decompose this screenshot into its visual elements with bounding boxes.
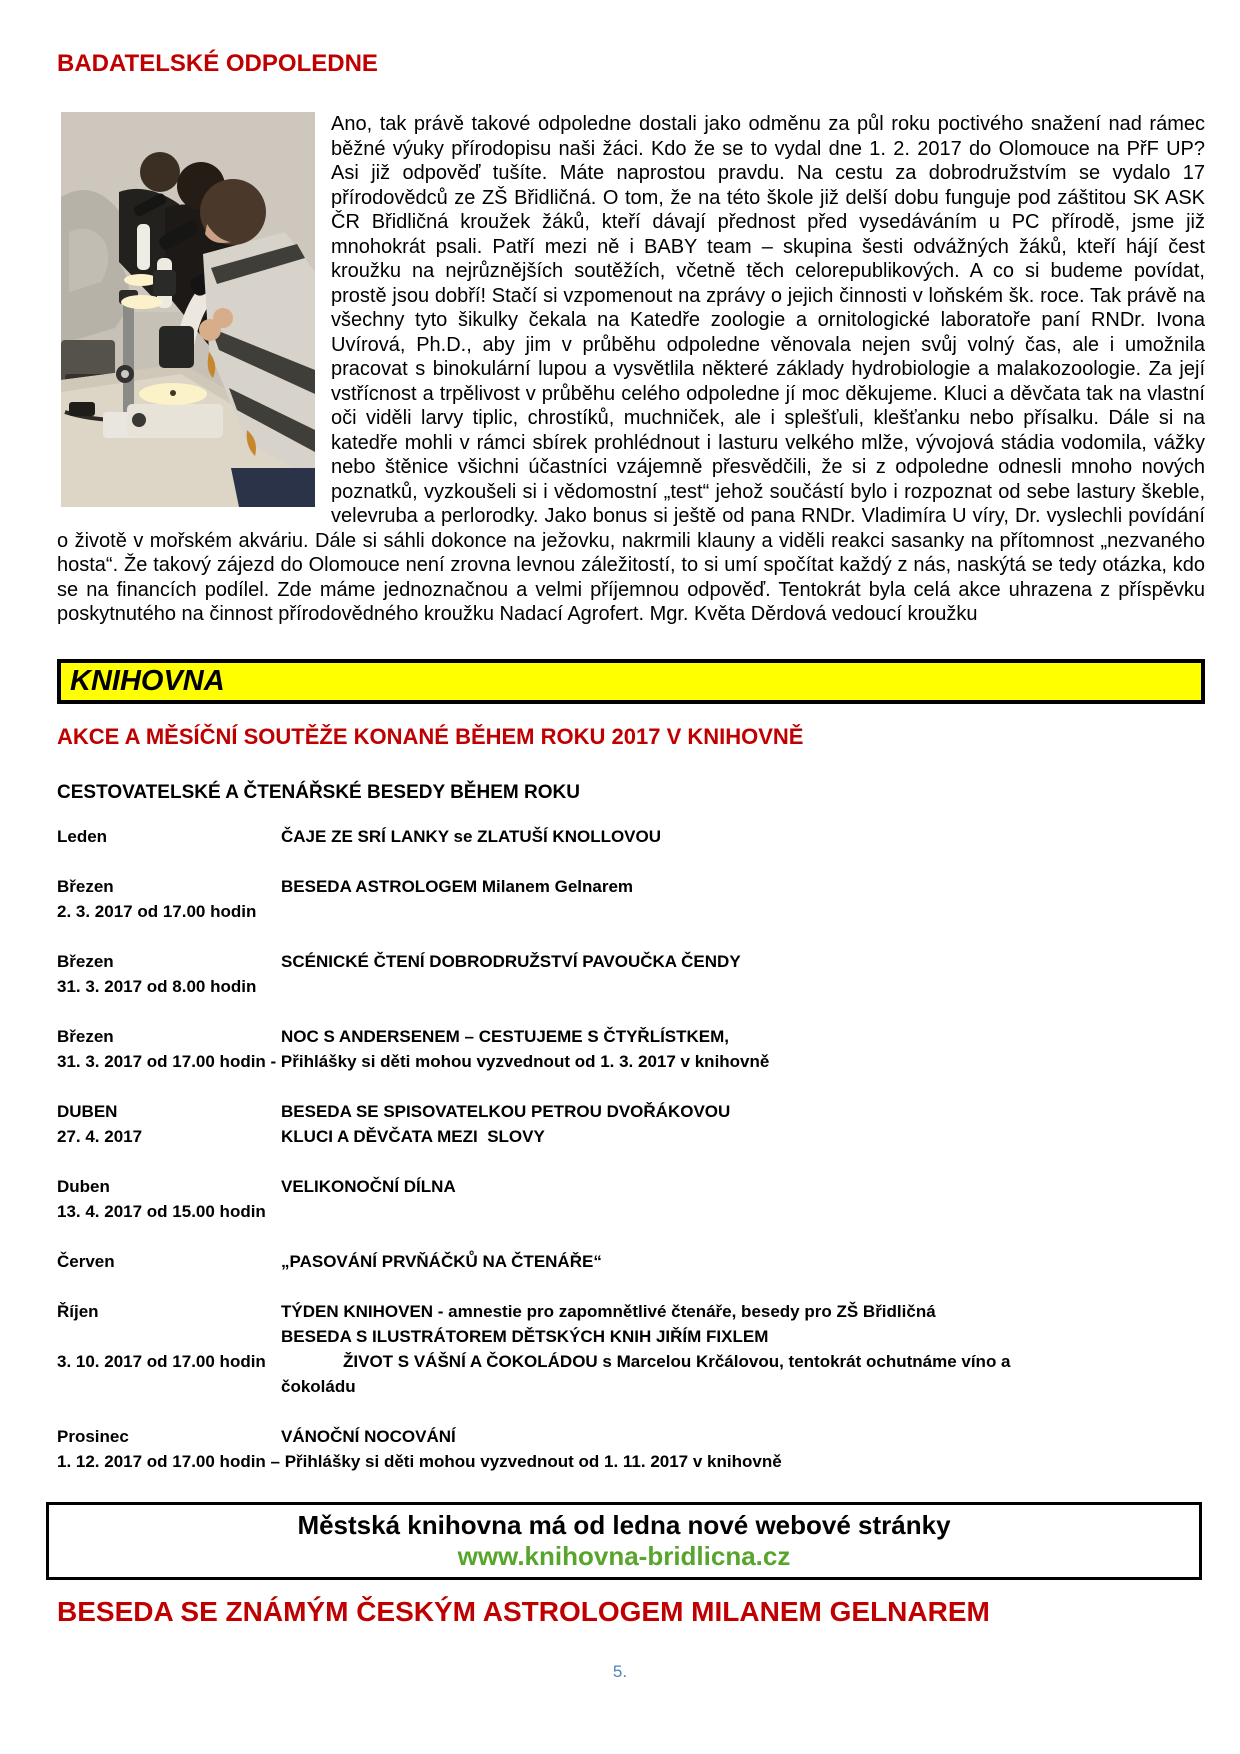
event-month: Červen bbox=[57, 1252, 115, 1271]
event-title: ČAJE ZE SRÍ LANKY se ZLATUŠÍ KNOLLOVOU bbox=[281, 827, 662, 846]
event-item bbox=[57, 1024, 1205, 1074]
infobox-title: Městská knihovna má od ledna nové webové stránky bbox=[297, 1510, 951, 1540]
event-row bbox=[57, 1324, 1205, 1349]
event-row bbox=[57, 1099, 1205, 1124]
page-number: 5. bbox=[612, 1662, 628, 1681]
event-item bbox=[57, 1099, 1205, 1149]
event-row bbox=[57, 1349, 1205, 1374]
event-month: Leden bbox=[57, 827, 108, 846]
event-date-note: 13. 4. 2017 od 15.00 hodin bbox=[57, 1202, 266, 1221]
event-row bbox=[57, 1249, 1205, 1274]
article-title: BADATELSKÉ ODPOLEDNE bbox=[57, 50, 378, 77]
event-date-note: 31. 3. 2017 od 8.00 hodin bbox=[57, 977, 257, 996]
event-date-note: 31. 3. 2017 od 17.00 hodin - Přihlášky si děti mohou vyzvednout od 1. 3. 2017 v knihovně bbox=[57, 1052, 770, 1071]
event-title: BESEDA S ILUSTRÁTOREM DĚTSKÝCH KNIH JIŘÍM FIXLEM bbox=[281, 1327, 769, 1346]
article-section bbox=[0, 0, 1240, 627]
event-row bbox=[57, 949, 1205, 974]
event-title: BESEDA ASTROLOGEM Milanem Gelnarem bbox=[281, 877, 634, 896]
event-row bbox=[57, 874, 1205, 899]
event-item bbox=[57, 874, 1205, 924]
event-date-note: 1. 12. 2017 od 17.00 hodin – Přihlášky si děti mohou vyzvednout od 1. 11. 2017 v knihovně bbox=[57, 1452, 782, 1471]
event-item bbox=[57, 1299, 1205, 1399]
event-row bbox=[57, 1174, 1205, 1199]
event-month: Březen bbox=[57, 1027, 114, 1046]
event-month: DUBEN bbox=[57, 1102, 118, 1121]
event-month: Prosinec bbox=[57, 1427, 129, 1446]
event-row bbox=[57, 1024, 1205, 1049]
event-row bbox=[57, 1424, 1205, 1449]
event-item bbox=[57, 949, 1205, 999]
event-title: BESEDA SE SPISOVATELKOU PETROU DVOŘÁKOVOU bbox=[281, 1102, 731, 1121]
event-month-spacer bbox=[57, 1324, 281, 1349]
event-row bbox=[57, 824, 1205, 849]
event-title: VELIKONOČNÍ DÍLNA bbox=[281, 1177, 456, 1196]
event-title: SCÉNICKÉ ČTENÍ DOBRODRUŽSTVÍ PAVOUČKA ČENDY bbox=[281, 952, 741, 971]
article-photo bbox=[61, 112, 315, 507]
next-article-heading: BESEDA SE ZNÁMÝM ČESKÝM ASTROLOGEM MILANEM GELNAREM bbox=[57, 1596, 990, 1627]
event-item bbox=[57, 1174, 1205, 1224]
event-month: Březen bbox=[57, 952, 114, 971]
event-month: Březen bbox=[57, 877, 114, 896]
event-month: Duben bbox=[57, 1177, 110, 1196]
event-title: VÁNOČNÍ NOCOVÁNÍ bbox=[281, 1427, 456, 1446]
event-item bbox=[57, 1424, 1205, 1474]
event-title: KLUCI A DĚVČATA MEZI SLOVY bbox=[281, 1127, 545, 1146]
event-row bbox=[57, 1299, 1205, 1324]
library-events-heading: AKCE A MĚSÍČNÍ SOUTĚŽE KONANÉ BĚHEM ROKU 2017 V KNIHOVNĚ bbox=[57, 724, 804, 749]
article-body bbox=[57, 112, 1205, 627]
library-banner-label: KNIHOVNA bbox=[70, 665, 225, 697]
event-title-continuation: čokoládu bbox=[281, 1377, 356, 1396]
library-banner bbox=[57, 659, 1205, 704]
event-title: ŽIVOT S VÁŠNÍ A ČOKOLÁDOU s Marcelou Krčálovou, tentokrát ochutnáme víno a bbox=[343, 1352, 1011, 1371]
event-month-spacer bbox=[57, 1374, 281, 1399]
library-website-infobox bbox=[46, 1502, 1202, 1580]
event-row bbox=[57, 1374, 1205, 1399]
event-month: Říjen bbox=[57, 1302, 99, 1321]
event-title: TÝDEN KNIHOVEN - amnestie pro zapomnětlivé čtenáře, besedy pro ZŠ Břidličná bbox=[281, 1302, 936, 1321]
event-title: NOC S ANDERSENEM – CESTUJEME S ČTYŘLÍSTKEM, bbox=[281, 1027, 730, 1046]
events-schedule bbox=[57, 824, 1205, 1499]
event-item bbox=[57, 824, 1205, 849]
event-title: „PASOVÁNÍ PRVŇÁČKŮ NA ČTENÁŘE“ bbox=[281, 1252, 602, 1271]
event-date: 3. 10. 2017 od 17.00 hodin bbox=[57, 1352, 266, 1371]
event-date: 27. 4. 2017 bbox=[57, 1127, 143, 1146]
event-row bbox=[57, 1124, 1205, 1149]
event-item bbox=[57, 1249, 1205, 1274]
infobox-website-link[interactable]: www.knihovna-bridlicna.cz bbox=[457, 1541, 791, 1571]
library-events-subheading: CESTOVATELSKÉ A ČTENÁŘSKÉ BESEDY BĚHEM ROKU bbox=[57, 782, 580, 803]
article-paragraph: Ano, tak právě takové odpoledne dostali jako odměnu za půl roku poctivého snažení nad rámec běžné výuky přírodopisu naši žáci. Kdo že se to vydal dne 1. 2. 2017 do Olomouce na PřF UP? Asi již odpověď tušíte. Máte naprostou pravdu. Na cestu za dobrodružstvím se vydalo 17 přírodovědců ze ZŠ Břidličná. O tom, že na této škole již delší dobu funguje pod záštitou SK ASK ČR Břidličná kroužek žáků, kteří dávají přednost před vysedáváním u PC přírodě, jsme již mnohokrát psali. Patří mezi ně i BABY team – skupina šesti odvážných žáků, kteří hájí čest kroužku na nejrůznějších soutěžích, včetně těch celorepublikových. A co si budeme povídat, prostě jsou dobří! Stačí si vzpomenout na zprávy o jejich činnosti v loňském šk. roce. Tak právě na všechny tyto šikulky čekala na Katedře zoologie a ornitologické laboratoře paní RNDr. Ivona Uvírová, Ph.D., aby jim v průběhu odpoledne věnovala nejen svůj volný čas, ale i umožnila pracovat s binokulární lupou a vysvětlila některé základy hydrobiologie a malakozoologie. Za její vstřícnost a trpělivost v průběhu celého odpoledne jí moc děkujeme. Kluci a děvčata tak na vlastní oči viděli larvy tiplic, chrostíků, muchniček, ale i splešťuli, klešťanku nebo přísalku. Dále si na katedře mohli v rámci sbírek prohlédnout i lasturu velkého mlže, vývojová stádia vodomila, vážky nebo štěnice všichni účastníci vzájemně přesvědčili, že si z odpoledne odnesli mnoho nových poznatků, vyzkoušeli si i vědomostní „test“ jehož součástí bylo i rozpoznat od sebe lastury škeble, velevruba a perlorodky. Jako bonus si ještě od pana RNDr. Vladimíra U víry, Dr. vyslechli povídání o životě v mořském akváriu. Dále si sáhli dokonce na ježovku, nakrmili klauny a viděli reakci sasanky na přítomnost „nezvaného hosta“. Že takový zájezd do Olomouce není zrovna levnou záležitostí, to si umí spočítat každý z nás, naskýtá se tedy otázka, kdo se na financích podílel. Zde máme jednoznačnou a velmi příjemnou odpověď. Tentokrát byla celá akce uhrazena z příspěvku poskytnutého na činnost přírodovědného kroužku Nadací Agrofert. Mgr. Květa Děrdová vedoucí kroužku bbox=[57, 113, 1205, 625]
event-date-note: 2. 3. 2017 od 17.00 hodin bbox=[57, 902, 257, 921]
